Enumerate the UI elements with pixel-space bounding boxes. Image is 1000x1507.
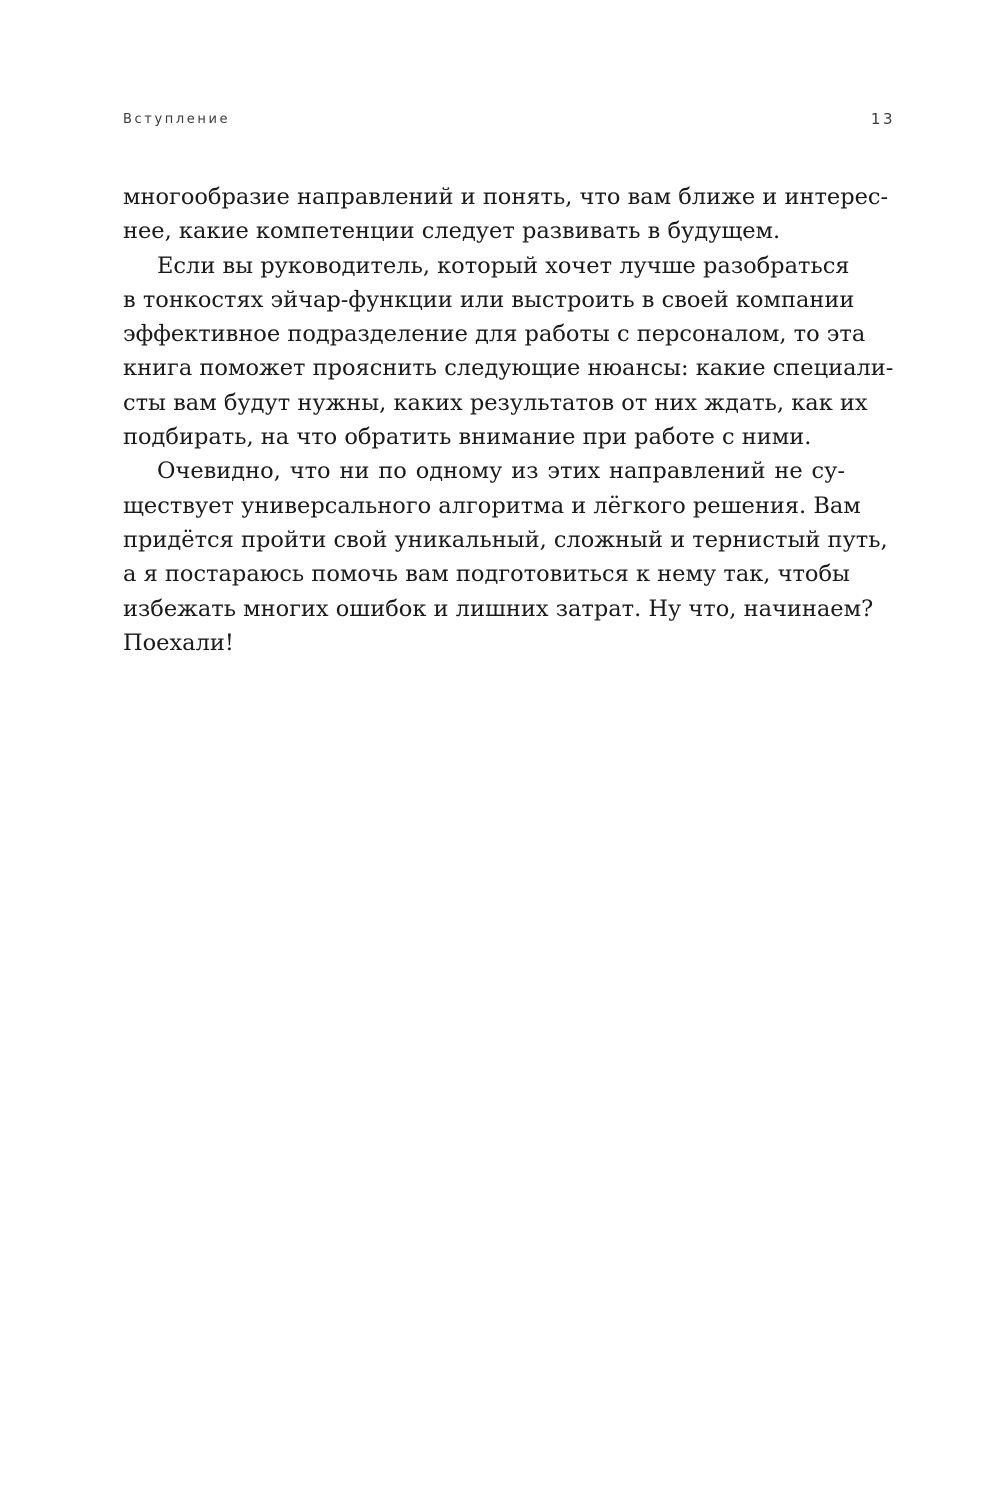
body-text xyxy=(123,180,894,660)
text-line: книга поможет прояснить следующие нюансы: какие специали- xyxy=(123,355,894,382)
text-line: ществует универсального алгоритма и лёгкого решения. Вам xyxy=(123,492,861,519)
text-line: сты вам будут нужны, каких результатов от них ждать, как их xyxy=(123,389,868,416)
running-title: Вступление xyxy=(123,112,231,127)
text-line: Поехали! xyxy=(123,629,234,656)
text-line: избежать многих ошибок и лишних затрат. Ну что, начинаем? xyxy=(123,595,874,622)
text-line: придётся пройти свой уникальный, сложный и тернистый путь, xyxy=(123,526,888,553)
text-line: многообразие направлений и понять, что вам ближе и интерес- xyxy=(123,184,889,210)
text-line: Очевидно, что ни по одному из этих направлений не су- xyxy=(157,458,845,485)
text-line: эффективное подразделение для работы с персоналом, то эта xyxy=(123,321,866,348)
paragraph-3 xyxy=(123,454,888,660)
page-number: 13 xyxy=(870,110,895,128)
text-line: подбирать, на что обратить внимание при работе с ними. xyxy=(123,424,812,451)
text-line: а я постараюсь помочь вам подготовиться к нему так, чтобы xyxy=(123,561,850,588)
text-line: в тонкостях эйчар-функции или выстроить в своей компании xyxy=(123,286,855,313)
paragraph-1 xyxy=(123,180,889,249)
text-line: нее, какие компетенции следует развивать в будущем. xyxy=(123,218,781,245)
paragraph-2 xyxy=(123,249,894,455)
text-line: Если вы руководитель, который хочет лучше разобраться xyxy=(157,252,850,279)
